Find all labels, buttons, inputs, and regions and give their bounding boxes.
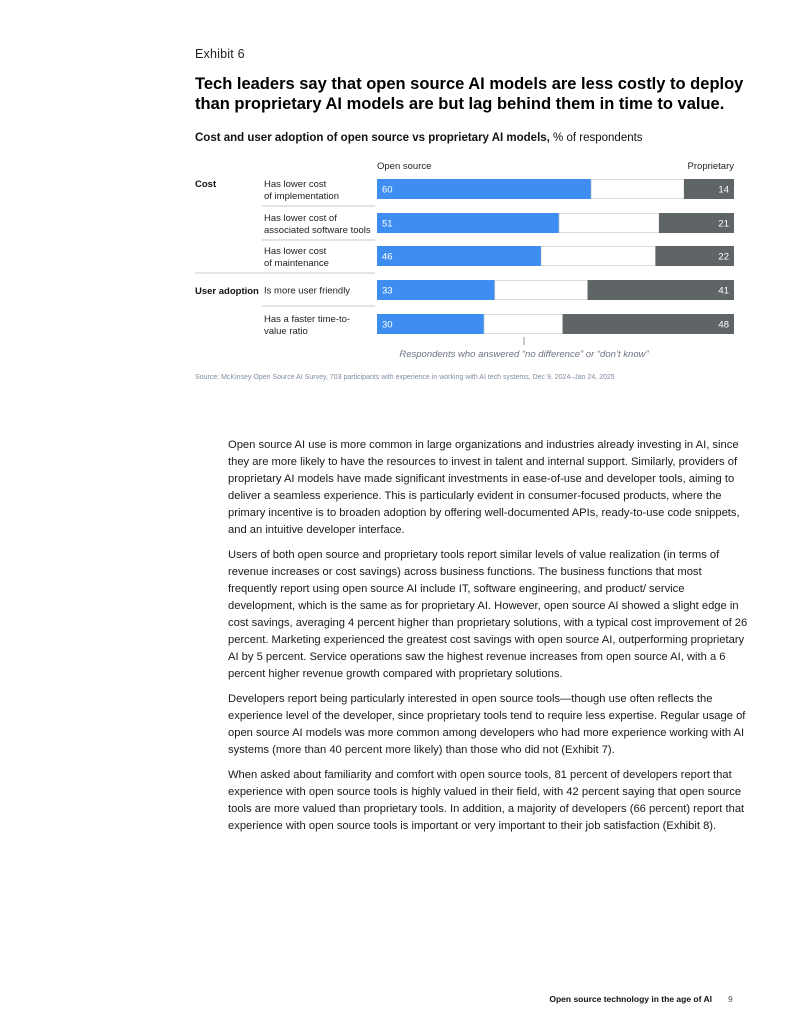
group-label-user-adoption: User adoption xyxy=(195,286,259,297)
chart-subtitle-bold: Cost and user adoption of open source vs proprietary AI models, xyxy=(195,132,550,144)
annotation-text: Respondents who answered “no difference” or “don’t know” xyxy=(399,349,649,360)
category-label: Has lower cost xyxy=(264,246,327,257)
category-label: associated software tools xyxy=(264,225,371,236)
value-label-proprietary: 21 xyxy=(718,218,729,230)
header-proprietary: Proprietary xyxy=(687,161,734,172)
body-paragraph-1: Open source AI use is more common in large organizations and industries already investing in AI, since they are more likely to have the resources to invest in talent and internal support. Similarly, providers of proprietary AI models have made significant investments in ease-of-use and developer tools, aiming to deliver a seamless experience. This is particularly evident in consumer-focused products, where the primary incentive is to broaden adoption by offering well-documented APIs, ready-to-use code snippets, and an intuitive developer interface. xyxy=(228,439,740,536)
category-label: Has a faster time-to- xyxy=(264,314,351,325)
bar-open-source xyxy=(377,213,559,233)
bar-no-difference xyxy=(591,180,684,199)
value-label-proprietary: 22 xyxy=(718,251,729,263)
exhibit-title: Tech leaders say that open source AI models are less costly to deploy than proprietary AI models are but lag behind them in time to value. xyxy=(195,75,744,113)
group-label-cost: Cost xyxy=(195,179,217,190)
value-label-open-source: 60 xyxy=(382,184,393,196)
bar-no-difference xyxy=(495,281,588,300)
value-label-open-source: 46 xyxy=(382,251,393,263)
value-label-open-source: 30 xyxy=(382,319,393,331)
bar-no-difference xyxy=(484,315,563,334)
category-label: of implementation xyxy=(264,191,339,202)
bar-no-difference xyxy=(541,247,655,266)
body-paragraph-3: Developers report being particularly interested in open source tools—though use often reflects the experience level of the developer, since proprietary tools tend to require less expertise. Regular usage of open source AI models was more common among developers who had more experience working with AI systems (more than 40 percent more likely) than those who did not (Exhibit 7). xyxy=(228,693,746,756)
bar-open-source xyxy=(377,280,495,300)
body-paragraph-2: Users of both open source and proprietary tools report similar levels of value realization (in terms of revenue increases or cost savings) across business functions. The business functions that most frequently report using open source AI include IT, software engineering, and product/ service development, which is the same as for proprietary AI. However, open source AI showed a slight edge in cost savings, averaging 4 percent higher than proprietary solutions, with a typical cost improvement of 26 percent. Marketing experienced the greatest cost savings with open source AI, outperforming proprietary AI by 5 percent. Service operations saw the highest revenue increases from open source AI, with a 6 percent higher revenue growth compared with proprietary solutions. xyxy=(228,549,748,680)
value-label-proprietary: 48 xyxy=(718,319,729,331)
category-label: Has lower cost of xyxy=(264,213,337,224)
stacked-bar-chart xyxy=(0,0,791,370)
bar-no-difference xyxy=(559,214,659,233)
body-paragraph-4: When asked about familiarity and comfort with open source tools, 81 percent of developers report that experience with open source tools is highly valued in their field, with 42 percent saying that open source tools are more valued than proprietary tools. In addition, a majority of developers (66 percent) report that experience with open source tools is important or very important to their job satisfaction (Exhibit 8). xyxy=(228,769,745,832)
page-number: 9 xyxy=(728,994,733,1004)
value-label-open-source: 51 xyxy=(382,218,393,230)
bar-proprietary xyxy=(563,314,734,334)
value-label-proprietary: 14 xyxy=(718,184,729,196)
value-label-open-source: 33 xyxy=(382,285,393,297)
category-label: of maintenance xyxy=(264,258,329,269)
value-label-proprietary: 41 xyxy=(718,285,729,297)
exhibit-label: Exhibit 6 xyxy=(195,47,245,61)
category-label: Is more user friendly xyxy=(264,285,351,297)
footer-title: Open source technology in the age of AI xyxy=(549,994,712,1004)
bar-proprietary xyxy=(588,280,734,300)
category-label: value ratio xyxy=(264,326,308,337)
category-label: Has lower cost xyxy=(264,179,327,190)
bar-open-source xyxy=(377,314,484,334)
source-note: Source: McKinsey Open Source AI Survey, 703 participants with experience in working with AI tech systems, Dec 9, 2024–Jan 24, 2025 xyxy=(195,374,615,381)
chart-subtitle-unit: % of respondents xyxy=(549,132,643,144)
body-text xyxy=(228,437,748,843)
bar-open-source xyxy=(377,246,541,266)
header-open-source: Open source xyxy=(377,161,432,172)
bar-open-source xyxy=(377,179,591,199)
